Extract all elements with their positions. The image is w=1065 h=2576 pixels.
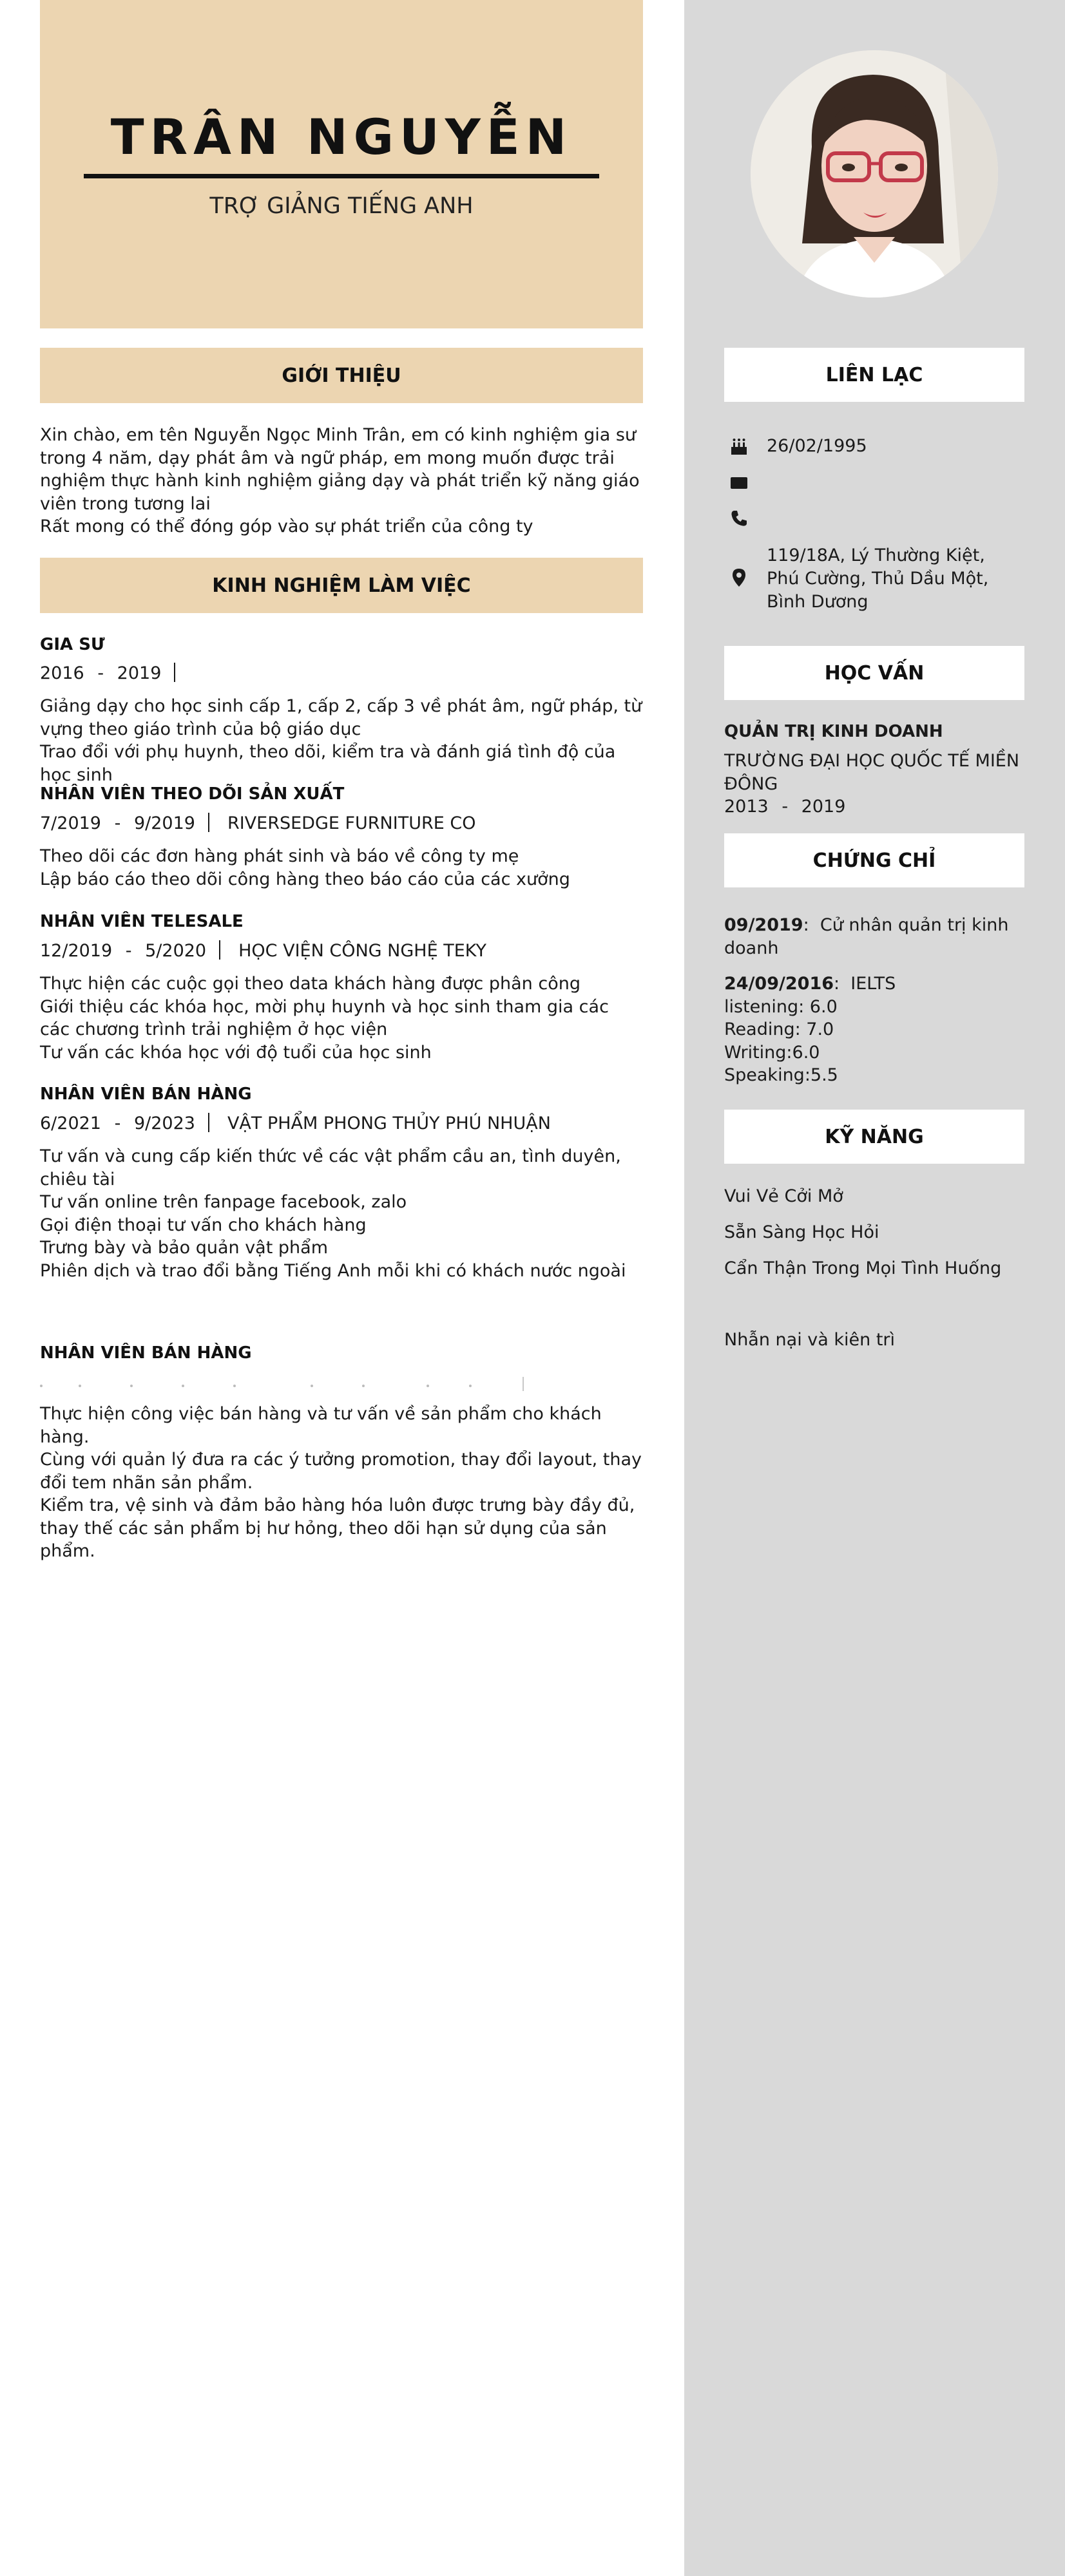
skill-item: Sẵn Sàng Học Hỏi (724, 1222, 879, 1242)
job-separator (174, 663, 175, 682)
job-end: 5/2020 (145, 941, 207, 961)
avatar-portrait (751, 50, 998, 298)
certificate-detail: Reading: 7.0 (724, 1019, 834, 1039)
job-start: 12/2019 (40, 941, 113, 961)
contact-birthday: 26/02/1995 (767, 436, 867, 456)
job-dash: - (114, 813, 121, 833)
job-start: 6/2021 (40, 1113, 101, 1133)
candidate-name: TRÂN NGUYỄN (110, 108, 573, 166)
job-line: Lập báo cáo theo dõi công hàng theo báo cáo của các xưởng (40, 869, 570, 889)
job-line: Phiên dịch và trao đổi bằng Tiếng Anh mỗi khi có khách nước ngoài (40, 1260, 626, 1281)
job-line: Trao đổi với phụ huynh, theo dõi, kiểm tra và đánh giá tình độ của học sinh (40, 742, 616, 785)
faint-text-remnant (40, 1385, 542, 1387)
phone-icon (728, 507, 750, 529)
education-dash: - (782, 797, 789, 817)
avatar (751, 50, 998, 298)
job-title: NHÂN VIÊN THEO DÕI SẢN XUẤT (40, 784, 345, 804)
certificate-date: 24/09/2016 (724, 974, 834, 994)
job-title: NHÂN VIÊN BÁN HÀNG (40, 1343, 252, 1363)
intro-heading: GIỚI THIỆU (40, 348, 643, 403)
job-dates (40, 1113, 551, 1133)
job-company: HỌC VIỆN CÔNG NGHỆ TEKY (238, 941, 487, 961)
job-line: Thực hiện các cuộc gọi theo data khách hàng được phân công (40, 974, 580, 994)
cake-icon (728, 435, 750, 457)
job-end: 2019 (117, 663, 162, 683)
job-separator (208, 1113, 209, 1132)
education-start: 2013 (724, 797, 769, 817)
contact-address: 119/18A, Lý Thường Kiệt, Phú Cường, Thủ Dầu Một, Bình Dương (767, 545, 989, 612)
certificate-date: 09/2019 (724, 915, 803, 935)
education-end: 2019 (801, 797, 846, 817)
certificates-heading: CHỨNG CHỈ (724, 833, 1024, 887)
map-pin-icon (728, 567, 750, 589)
certificate-name: IELTS (850, 974, 896, 994)
certificate-detail: Writing:6.0 (724, 1042, 820, 1063)
skill-item: Vui Vẻ Cởi Mở (724, 1186, 843, 1206)
job-description (40, 695, 643, 786)
education-school: TRƯỜNG ĐẠI HỌC QUỐC TẾ MIỀN ĐÔNG (724, 751, 1020, 794)
job-end: 9/2023 (133, 1113, 195, 1133)
job-start: 7/2019 (40, 813, 101, 833)
job-dates (40, 813, 475, 833)
job-dates (40, 940, 486, 961)
job-dash: - (125, 941, 132, 961)
job-description (40, 972, 643, 1064)
skill-item: Nhẫn nại và kiên trì (724, 1330, 896, 1350)
job-line: Tư vấn online trên fanpage facebook, zalo (40, 1192, 407, 1212)
skills-heading: KỸ NĂNG (724, 1110, 1024, 1164)
job-line: Tư vấn các khóa học với độ tuổi của học sinh (40, 1042, 432, 1063)
job-line: Tư vấn và cung cấp kiến thức về các vật phẩm cầu an, tình duyên, chiêu tài (40, 1146, 621, 1189)
certificate-item: 24/09/2016: IELTS listening: 6.0 Reading: 7.0 Writing:6.0 Speaking:5.5 (724, 972, 1021, 1087)
job-dash: - (114, 1113, 121, 1133)
job-title: GIA SƯ (40, 635, 105, 654)
job-line: Giới thiệu các khóa học, mời phụ huynh và học sinh tham gia các các chương trình trải nghiệm ở học viện (40, 996, 609, 1039)
faint-separator (523, 1377, 524, 1391)
envelope-icon (728, 472, 750, 494)
job-dash: - (97, 663, 104, 683)
certificate-name: Cử nhân quản trị kinh doanh (724, 915, 1009, 958)
job-line: Trưng bày và bảo quản vật phẩm (40, 1238, 328, 1258)
job-title: NHÂN VIÊN TELESALE (40, 912, 244, 931)
skill-item: Cẩn Thận Trong Mọi Tình Huống (724, 1258, 1002, 1278)
job-line: Giảng dạy cho học sinh cấp 1, cấp 2, cấp 3 về phát âm, ngữ pháp, từ vựng theo giáo trình của bộ giáo dục (40, 696, 642, 739)
certificate-detail: Speaking:5.5 (724, 1065, 838, 1085)
intro-closing: Rất mong có thể đóng góp vào sự phát triển của công ty (40, 516, 533, 536)
job-end: 9/2019 (133, 813, 195, 833)
certificate-item: 09/2019: Cử nhân quản trị kinh doanh (724, 915, 1009, 958)
contact-heading: LIÊN LẠC (724, 348, 1024, 402)
education-years (724, 795, 1021, 819)
education-major: QUẢN TRỊ KINH DOANH (724, 722, 943, 741)
experience-heading: KINH NGHIỆM LÀM VIỆC (40, 558, 643, 613)
job-line: Cùng với quản lý đưa ra các ý tưởng promotion, thay đổi layout, thay đổi tem nhãn sản phẩm. (40, 1450, 642, 1493)
intro-paragraph: Xin chào, em tên Nguyễn Ngọc Minh Trân, em có kinh nghiệm gia sư trong 4 năm, dạy phát âm và ngữ pháp, em mong muốn được trải nghiệm thực hành kinh nghiệm giảng dạy và phát triển kỹ năng giáo viên trong tương lai (40, 425, 640, 514)
job-role: TRỢ GIẢNG TIẾNG ANH (209, 193, 474, 219)
job-title: NHÂN VIÊN BÁN HÀNG (40, 1084, 252, 1104)
job-line: Theo dõi các đơn hàng phát sinh và báo về công ty mẹ (40, 846, 519, 866)
certificate-detail: listening: 6.0 (724, 996, 838, 1017)
job-company: RIVERSEDGE FURNITURE CO (227, 813, 476, 833)
job-dates (40, 663, 193, 683)
header-block (40, 0, 643, 328)
job-line: Thực hiện công việc bán hàng và tư vấn về sản phẩm cho khách hàng. (40, 1404, 602, 1447)
job-description (40, 845, 643, 891)
job-company: VẬT PHẨM PHONG THỦY PHÚ NHUẬN (227, 1113, 551, 1133)
education-heading: HỌC VẤN (724, 646, 1024, 700)
job-description (40, 1145, 643, 1282)
job-line: Gọi điện thoại tư vấn cho khách hàng (40, 1215, 367, 1235)
name-underline (84, 174, 599, 178)
job-separator (219, 940, 220, 960)
job-line: Kiểm tra, vệ sinh và đảm bảo hàng hóa luôn được trưng bày đầy đủ, thay thế các sản phẩm bị hư hỏng, theo dõi hạn sử dụng của sản phẩm. (40, 1495, 635, 1561)
job-separator (208, 813, 209, 832)
job-start: 2016 (40, 663, 84, 683)
job-description (40, 1403, 643, 1563)
